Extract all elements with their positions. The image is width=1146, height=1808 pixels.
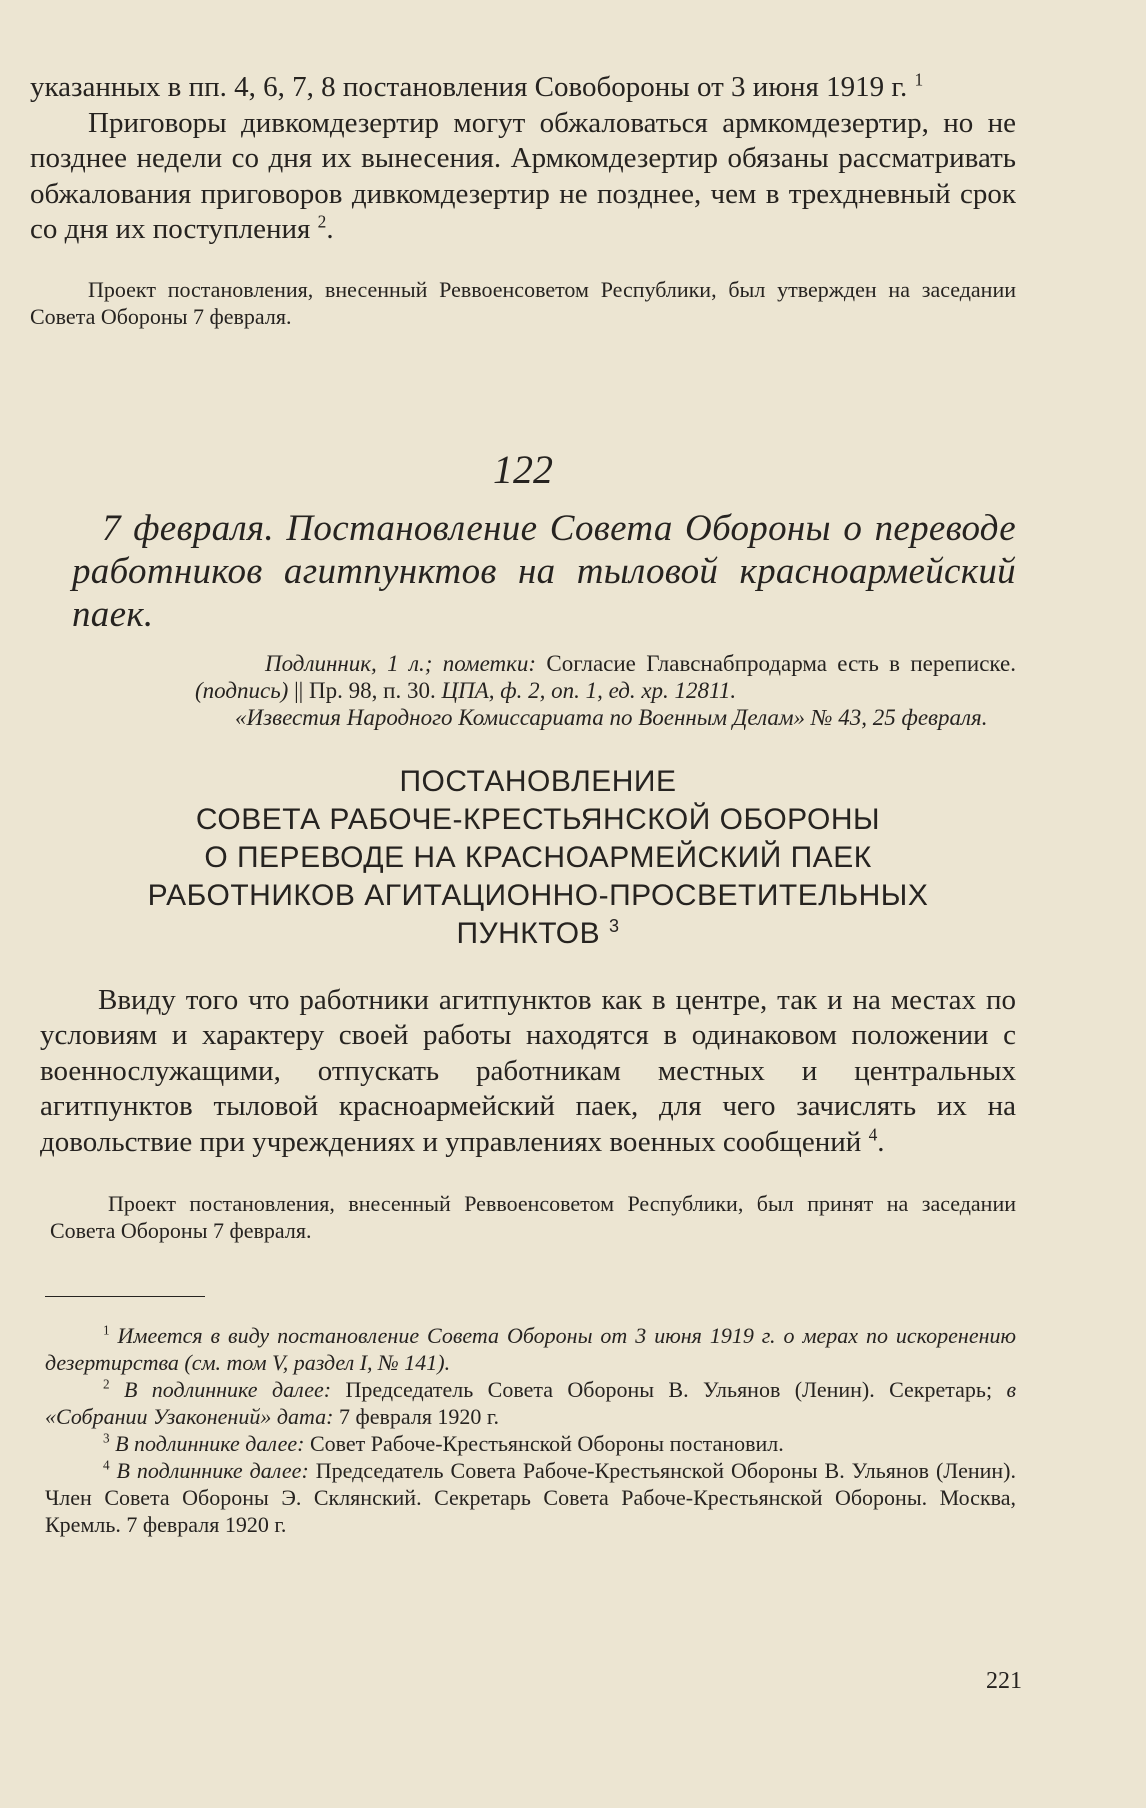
footnote-divider xyxy=(45,1296,205,1297)
source-publication: «Известия Народного Комиссариата по Военным Делам» № 43, 25 февраля. xyxy=(235,704,988,730)
decree-body-text: Ввиду того что работники агитпунктов как в центре, так и на местах по условиям и характеру своей работы находятся в одинаковом положении с военнослужащими, отпускать работникам местных и центральных агитпунктов тыловой красноармейский паек, для чего зачислять их на довольствие при учреждениях и управлениях военных сообщений xyxy=(40,983,1016,1158)
heading-line-4: РАБОТНИКОВ АГИТАЦИОННО-ПРОСВЕТИТЕЛЬНЫХ xyxy=(147,878,929,912)
appeal-paragraph-text: Приговоры дивкомдезертир могут обжаловаться армкомдезертир, но не позднее недели со дня их вынесения. Армкомдезертир обязаны рассматривать обжалования приговоров дивкомдезертир не позднее, чем в трехдневный срок со дня их поступления xyxy=(30,106,1016,245)
document-title: 7 февраля. Постановление Совета Обороны о переводе работников агитпунктов на тыловой красноармейский паек. xyxy=(72,507,1016,635)
bottom-editorial-note: Проект постановления, внесенный Реввоенсоветом Республики, был принят на заседании Совета Обороны 7 февраля. xyxy=(50,1191,1016,1243)
footnote-ref-2: 2 xyxy=(317,211,327,232)
footnote-3: $^3$ В подлиннике далее: Совет Рабоче-Крестьянской Обороны постановил. xyxy=(103,1430,784,1456)
appeal-paragraph: Приговоры дивкомдезертир могут обжаловаться армкомдезертир, но не позднее недели со дня их вынесения. Армкомдезертир обязаны рассматривать обжалования приговоров дивкомдезертир не позднее, чем в трехдневный срок со дня их поступления $^2$. xyxy=(30,106,1016,245)
footnote-ref-4: 4 xyxy=(868,1123,878,1144)
heading-line-2: СОВЕТА РАБОЧЕ-КРЕСТЬЯНСКОЙ ОБОРОНЫ xyxy=(195,802,881,836)
heading-line-5: ПУНКТОВ $^3$ xyxy=(456,915,620,950)
decree-heading xyxy=(60,763,1016,953)
document-number: 122 xyxy=(493,446,553,492)
footnote-4: $^4$ В подлиннике далее: Председатель Совета Рабоче-Крестьянской Обороны В. Ульянов (Ленин). Член Совета Обороны Э. Склянский. Секретарь Совета Рабоче-Крестьянской Обороны. Москва, Кремль. 7 февраля 1920 г. xyxy=(45,1457,1016,1537)
heading-line-1: ПОСТАНОВЛЕНИЕ xyxy=(399,764,677,798)
footnote-1: $^1$ Имеется в виду постановление Совета Обороны от 3 июня 1919 г. о мерах по искоренению дезертирства (см. том V, раздел I, № 141). xyxy=(45,1322,1017,1375)
page-number: 221 xyxy=(986,1668,1022,1694)
continued-paragraph xyxy=(30,70,1016,106)
heading-line-3: О ПЕРЕВОДЕ НА КРАСНОАРМЕЙСКИЙ ПАЕК xyxy=(204,840,872,874)
top-editorial-note: Проект постановления, внесенный Реввоенсоветом Республики, был утвержден на заседании Совета Обороны 7 февраля. xyxy=(30,276,1016,329)
footnote-2: $^2$ В подлиннике далее: Председатель Совета Обороны В. Ульянов (Ленин). Секретарь; в «Собрании Узаконений» дата: 7 февраля 1920 г. xyxy=(45,1376,1016,1429)
source-original: Подлинник, 1 л.; пометки: Согласие Главснабпродарма есть в переписке. (подпись) || Пр. 98, п. 30. ЦПА, ф. 2, оп. 1, ед. хр. 12811. xyxy=(195,650,1016,703)
footnotes xyxy=(45,1322,1016,1538)
continued-paragraph-text: указанных в пп. 4, 6, 7, 8 постановления Совобороны от 3 июня 1919 г. xyxy=(30,71,908,103)
footnote-ref-1: 1 xyxy=(914,69,924,90)
footnote-ref-3: 3 xyxy=(608,915,620,936)
decree-body: Ввиду того что работники агитпунктов как в центре, так и на местах по условиям и характеру своей работы находятся в одинаковом положении с военнослужащими, отпускать работникам местных и центральных агитпунктов тыловой красноармейский паек, для чего зачислять их на довольствие при учреждениях и управлениях военных сообщений $^4$. xyxy=(40,983,1016,1158)
source-reference xyxy=(195,650,1016,731)
